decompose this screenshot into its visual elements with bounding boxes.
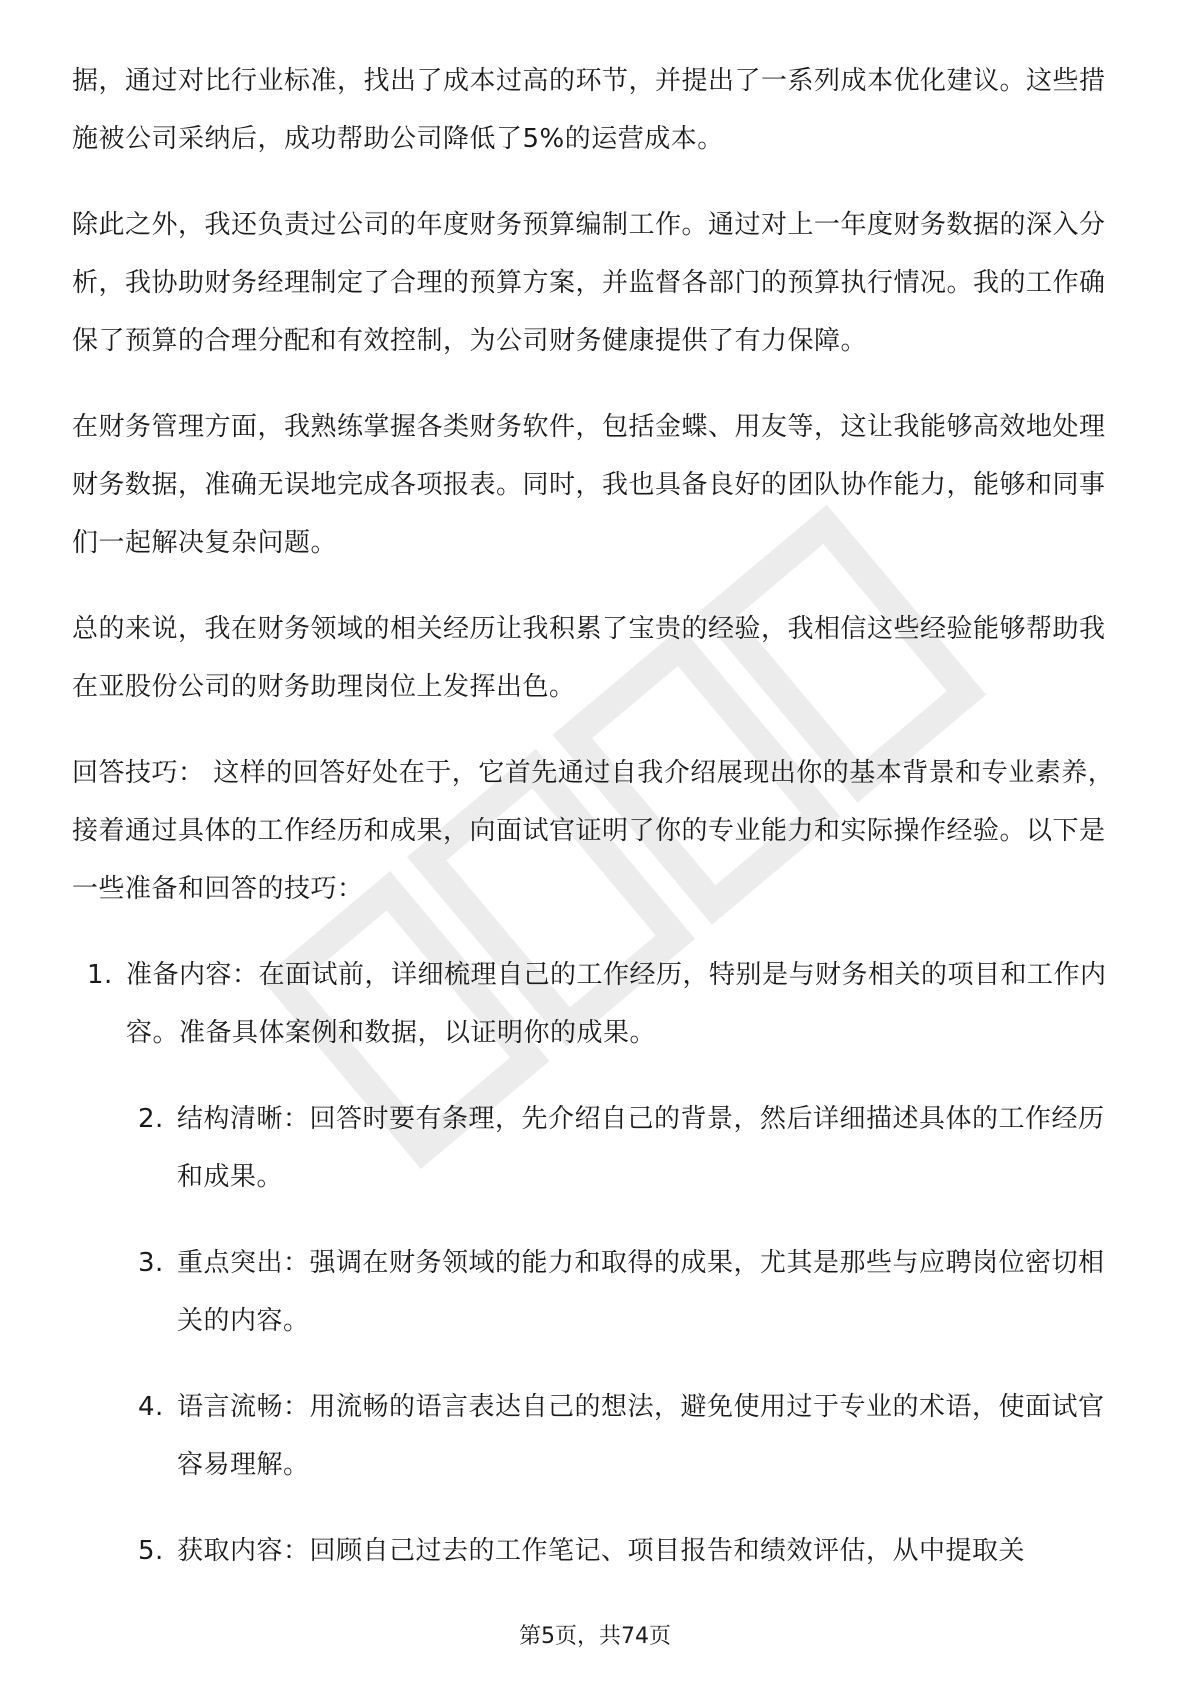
list-item-text: 结构清晰：回答时要有条理，先介绍自己的背景，然后详细描述具体的工作经历和成果。	[177, 1104, 1105, 1192]
tips-list	[72, 946, 1122, 1580]
list-item	[72, 1378, 1122, 1494]
paragraph: 在财务管理方面，我熟练掌握各类财务软件，包括金蝶、用友等，这让我能够高效地处理财务数据，准确无误地完成各项报表。同时，我也具备良好的团队协作能力，能够和同事们一起解决复杂问题。	[72, 412, 1106, 558]
list-number: 5.	[138, 1536, 164, 1566]
paragraph: 据，通过对比行业标准，找出了成本过高的环节，并提出了一系列成本优化建议。这些措施被公司采纳后，成功帮助公司降低了5%的运营成本。	[72, 66, 1106, 154]
list-number: 2.	[138, 1104, 164, 1134]
list-item-text: 语言流畅：用流畅的语言表达自己的想法，避免使用过于专业的术语，使面试官容易理解。	[177, 1392, 1105, 1480]
list-item-text: 获取内容：回顾自己过去的工作笔记、项目报告和绩效评估，从中提取关	[177, 1536, 1026, 1566]
list-number: 3.	[138, 1248, 164, 1278]
list-item	[72, 1234, 1122, 1350]
list-item	[72, 1090, 1122, 1206]
paragraph: 总的来说，我在财务领域的相关经历让我积累了宝贵的经验，我相信这些经验能够帮助我在亚股份公司的财务助理岗位上发挥出色。	[72, 614, 1106, 702]
list-item	[72, 1522, 1122, 1580]
paragraph: 除此之外，我还负责过公司的年度财务预算编制工作。通过对上一年度财务数据的深入分析，我协助财务经理制定了合理的预算方案，并监督各部门的预算执行情况。我的工作确保了预算的合理分配和有效控制，为公司财务健康提供了有力保障。	[72, 210, 1106, 356]
document-body	[72, 52, 1122, 1608]
list-number: 4.	[138, 1392, 164, 1422]
page-footer: 第5页，共74页	[519, 1624, 671, 1649]
list-item-text: 准备内容：在面试前，详细梳理自己的工作经历，特别是与财务相关的项目和工作内容。准备具体案例和数据，以证明你的成果。	[126, 960, 1107, 1048]
list-number: 1.	[87, 960, 113, 990]
list-item	[72, 946, 1122, 1062]
list-item-text: 重点突出：强调在财务领域的能力和取得的成果，尤其是那些与应聘岗位密切相关的内容。	[177, 1248, 1105, 1336]
paragraph: 回答技巧： 这样的回答好处在于，它首先通过自我介绍展现出你的基本背景和专业素养，接着通过具体的工作经历和成果，向面试官证明了你的专业能力和实际操作经验。以下是一些准备和回答的技巧：	[72, 758, 1115, 904]
